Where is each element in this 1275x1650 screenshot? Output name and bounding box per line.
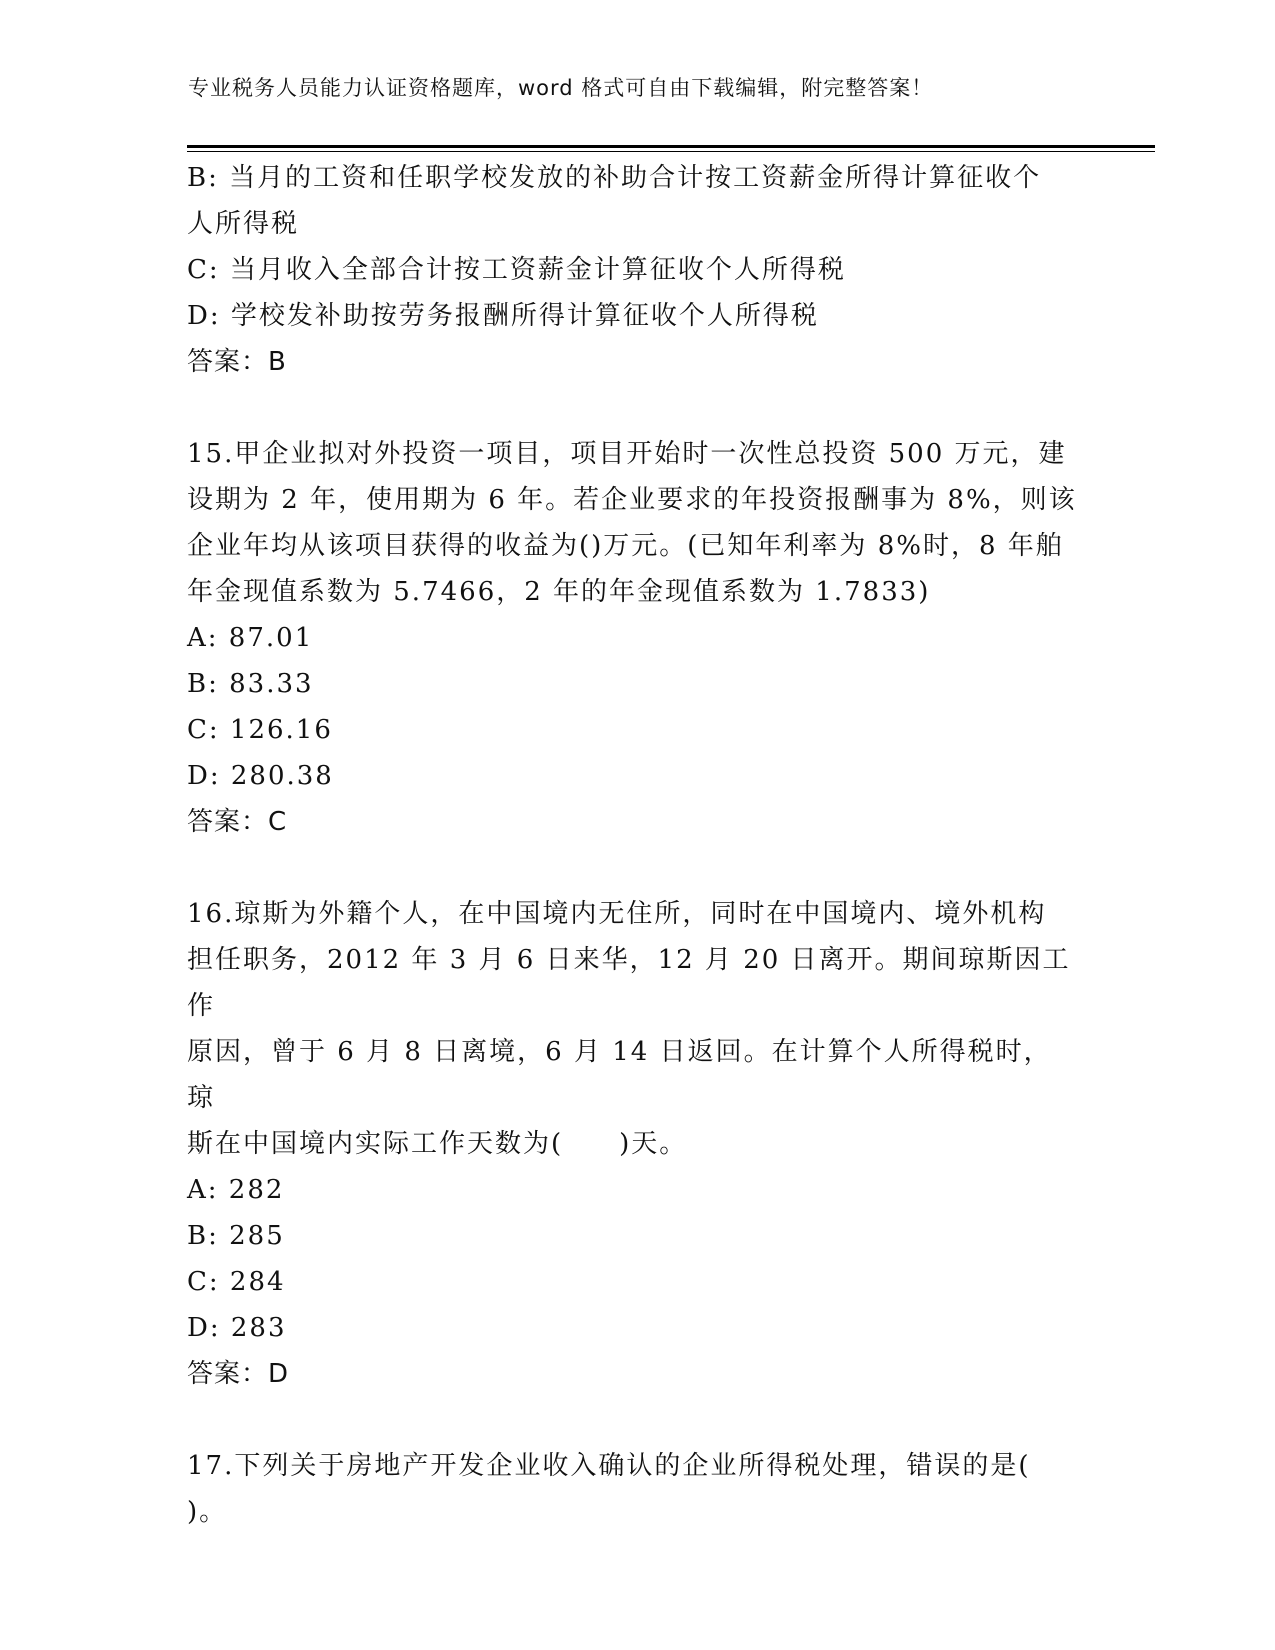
document-body bbox=[187, 155, 1077, 1535]
page-header: 专业税务人员能力认证资格题库，word 格式可自由下载编辑，附完整答案！ bbox=[188, 76, 934, 100]
q16-option-c: C: 284 bbox=[187, 1267, 286, 1297]
q16-stem-line: 原因，曾于 6 月 8 日离境，6 月 14 日返回。在计算个人所得税时，琼 bbox=[187, 1037, 1052, 1113]
q15-option-c: C: 126.16 bbox=[187, 715, 333, 745]
q16-option-a: A: 282 bbox=[187, 1175, 285, 1205]
q14-answer: 答案：B bbox=[187, 347, 287, 377]
q17-stem-line: )。 bbox=[187, 1497, 228, 1527]
q14-option-b: B: 当月的工资和任职学校发放的补助合计按工资薪金所得计算征收个 bbox=[187, 163, 1042, 193]
q15-option-a: A: 87.01 bbox=[187, 623, 314, 653]
q15-stem-line: 年金现值系数为 5.7466，2 年的年金现值系数为 1.7833) bbox=[187, 577, 931, 607]
question-17 bbox=[187, 1443, 1077, 1535]
q15-option-b: B: 83.33 bbox=[187, 669, 314, 699]
q17-stem-line: 17.下列关于房地产开发企业收入确认的企业所得税处理，错误的是( bbox=[187, 1451, 1031, 1481]
q14-option-d: D: 学校发补助按劳务报酬所得计算征收个人所得税 bbox=[187, 301, 819, 331]
q16-option-d: D: 283 bbox=[187, 1313, 287, 1343]
q16-stem-line: 斯在中国境内实际工作天数为( )天。 bbox=[187, 1129, 688, 1159]
q15-option-d: D: 280.38 bbox=[187, 761, 334, 791]
q16-stem-line: 16.琼斯为外籍个人，在中国境内无住所，同时在中国境内、境外机构 bbox=[187, 899, 1047, 929]
question-14 bbox=[187, 155, 1077, 385]
q16-option-b: B: 285 bbox=[187, 1221, 285, 1251]
header-rule-thick bbox=[187, 145, 1155, 148]
question-15 bbox=[187, 431, 1077, 845]
q16-stem-line: 担任职务，2012 年 3 月 6 日来华，12 月 20 日离开。期间琼斯因工作 bbox=[187, 945, 1071, 1021]
q15-stem-line: 15.甲企业拟对外投资一项目，项目开始时一次性总投资 500 万元，建 bbox=[187, 439, 1067, 469]
q16-answer: 答案：D bbox=[187, 1359, 290, 1389]
q15-stem-line: 设期为 2 年，使用期为 6 年。若企业要求的年投资报酬事为 8%，则该 bbox=[187, 485, 1077, 515]
question-16 bbox=[187, 891, 1077, 1397]
q15-stem-line: 企业年均从该项目获得的收益为()万元。(已知年利率为 8%时，8 年舶 bbox=[187, 531, 1064, 561]
q14-option-b-continued: 人所得税 bbox=[187, 209, 300, 239]
q14-option-c: C: 当月收入全部合计按工资薪金计算征收个人所得税 bbox=[187, 255, 846, 285]
header-rule-thin bbox=[187, 151, 1155, 152]
q15-answer: 答案：C bbox=[187, 807, 288, 837]
